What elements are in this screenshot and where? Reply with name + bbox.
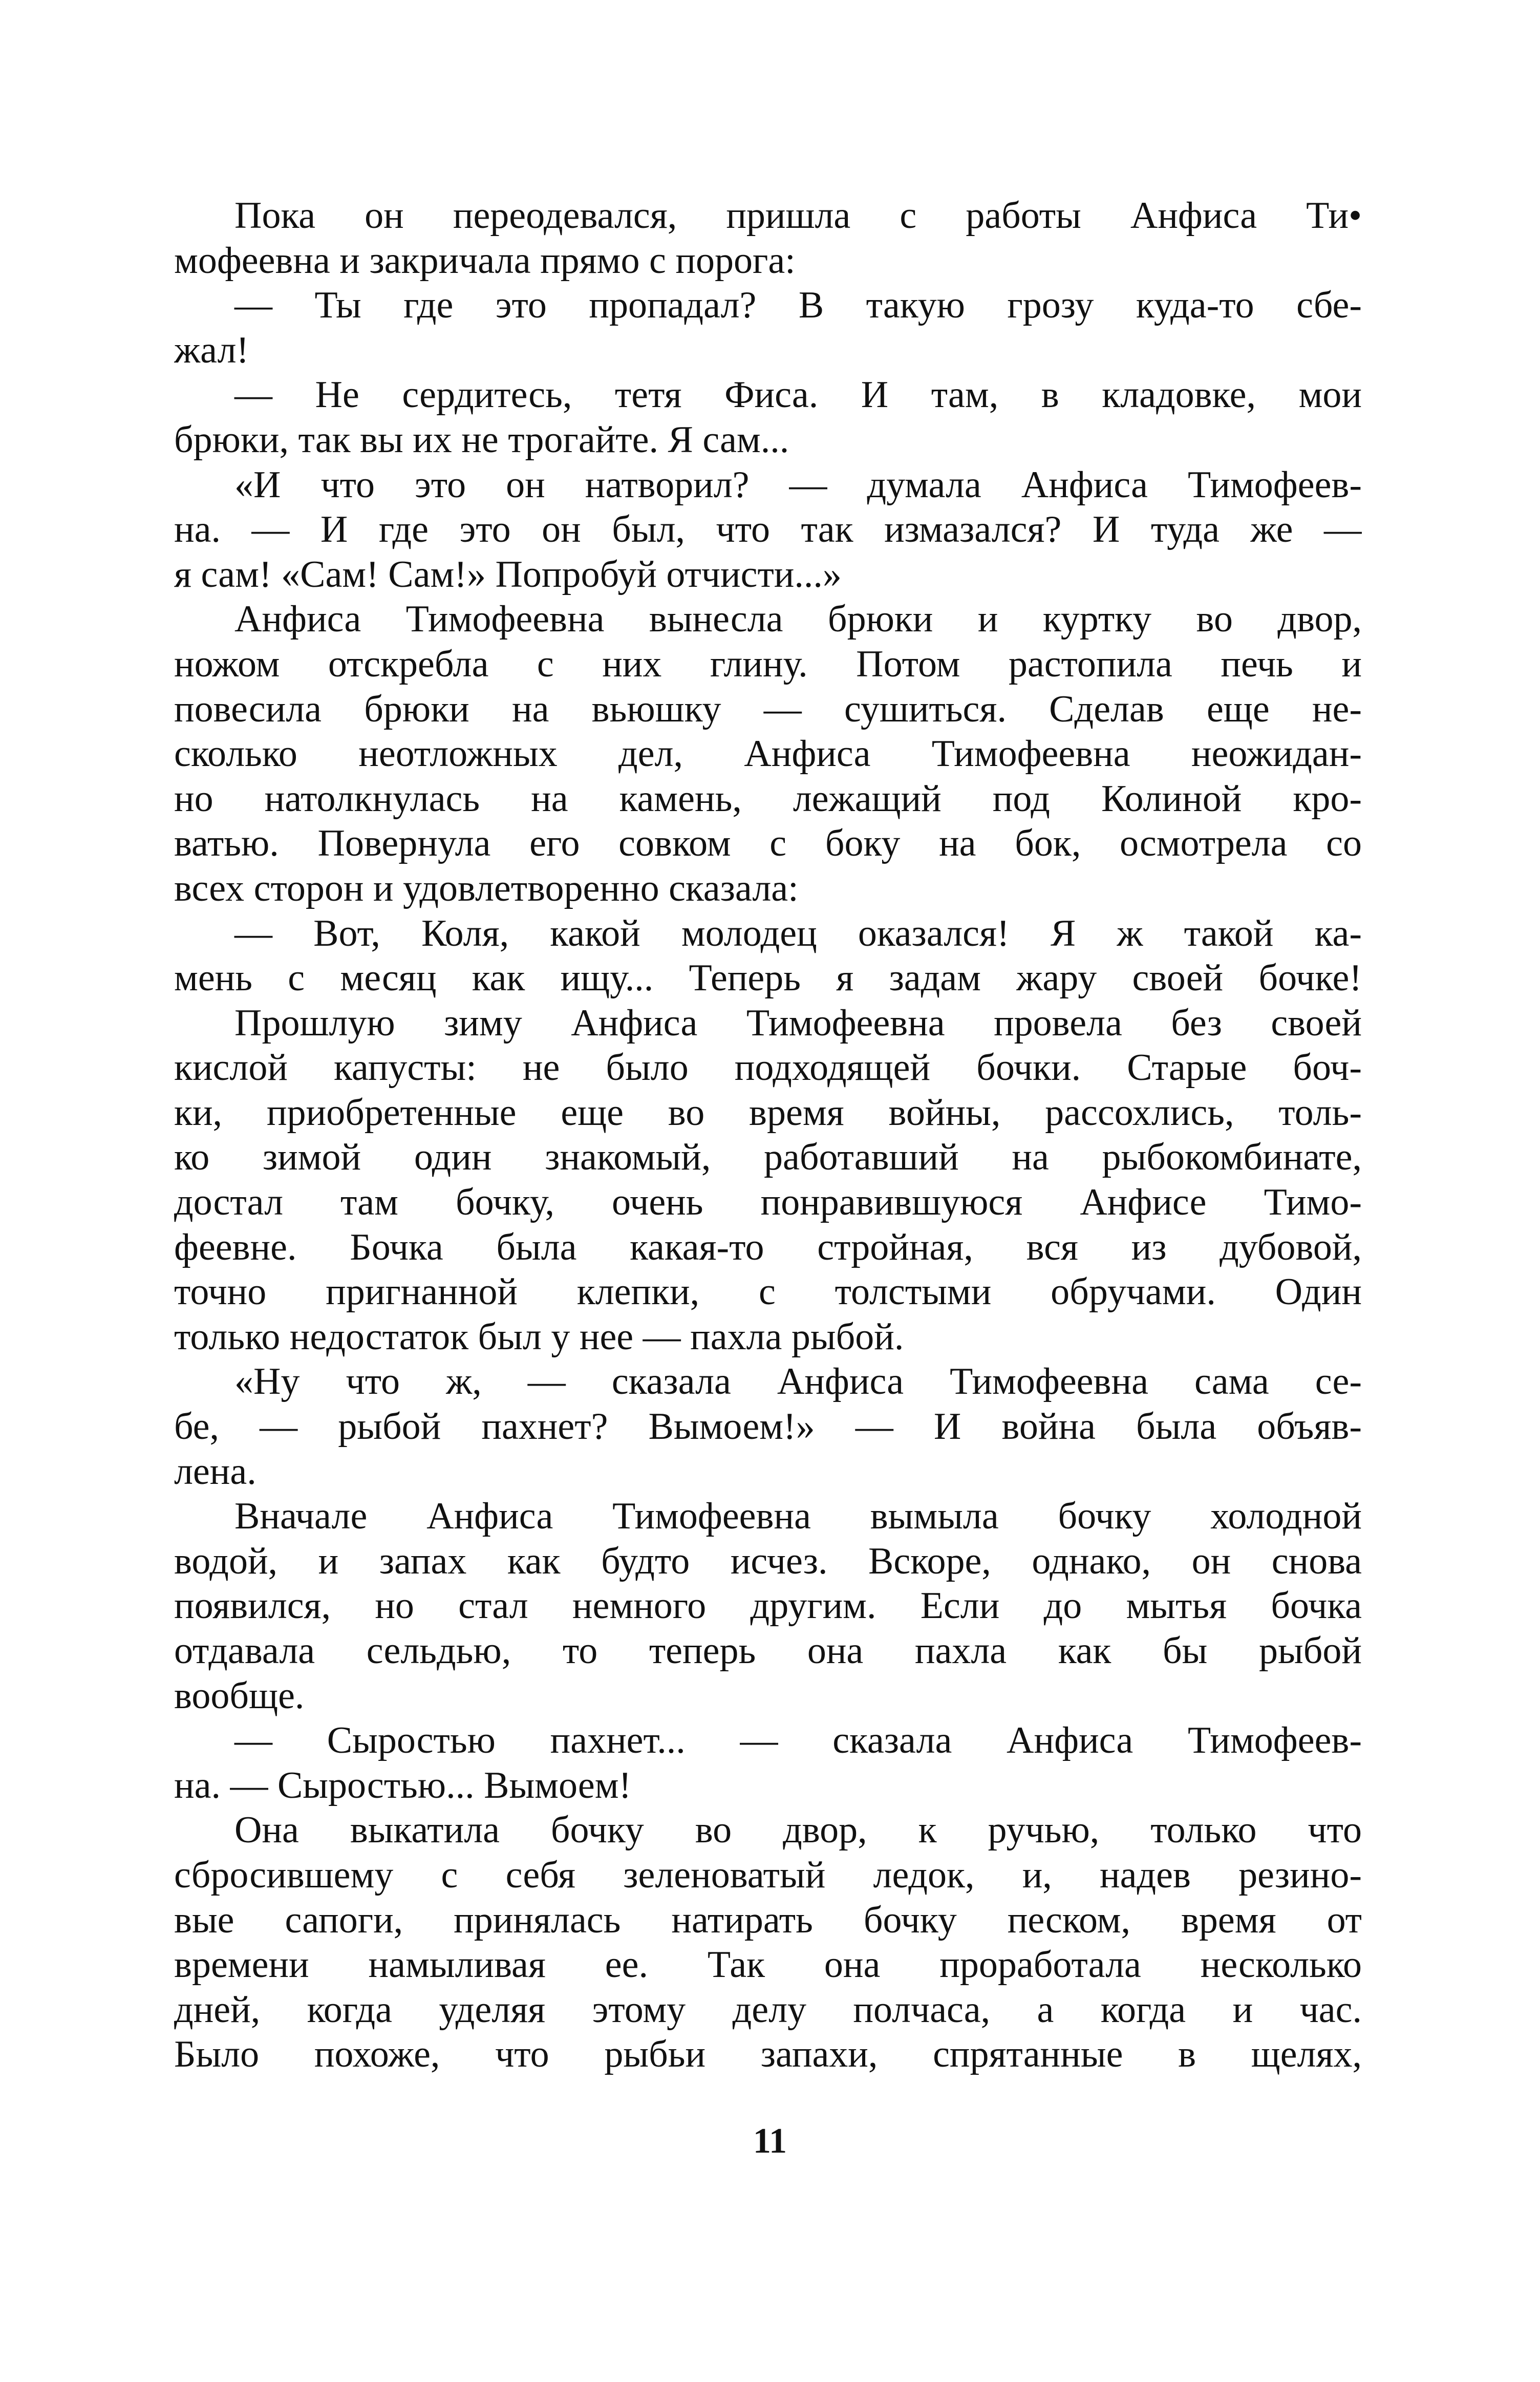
text-line: феевне. Бочка была какая-то стройная, вся из дубовой, bbox=[174, 1226, 1362, 1268]
text-line: появился, но стал немного другим. Если до мытья бочка bbox=[174, 1585, 1362, 1627]
text-line: «И что это он натворил? — думала Анфиса Тимофеев- bbox=[234, 463, 1362, 506]
body-text bbox=[174, 194, 1362, 2077]
text-line: сбросившему с себя зеленоватый ледок, и, надев резино- bbox=[174, 1854, 1362, 1896]
text-line: всех сторон и удовлетворенно сказала: bbox=[174, 867, 799, 909]
text-line: кислой капусты: не было подходящей бочки. Старые боч- bbox=[174, 1047, 1362, 1089]
page-number: 11 bbox=[753, 2121, 787, 2161]
text-line: Она выкатила бочку во двор, к ручью, только что bbox=[234, 1809, 1362, 1852]
text-line: отдавала сельдью, то теперь она пахла как бы рыбой bbox=[174, 1630, 1362, 1672]
text-line: ватью. Повернула его совком с боку на бок, осмотрела со bbox=[174, 822, 1362, 865]
text-line: сколько неотложных дел, Анфиса Тимофеевна неожидан- bbox=[174, 733, 1362, 775]
text-line: на. — И где это он был, что так измазался? И туда же — bbox=[174, 508, 1362, 551]
text-line: ко зимой один знакомый, работавший на рыбокомбинате, bbox=[174, 1136, 1362, 1179]
text-line: времени намыливая ее. Так она проработала несколько bbox=[174, 1944, 1362, 1986]
text-line: — Сыростью пахнет... — сказала Анфиса Тимофеев- bbox=[234, 1719, 1362, 1762]
text-line: Вначале Анфиса Тимофеевна вымыла бочку холодной bbox=[234, 1495, 1362, 1538]
text-line: повесила брюки на вьюшку — сушиться. Сделав еще не- bbox=[174, 688, 1362, 730]
text-line: «Ну что ж, — сказала Анфиса Тимофеевна сама се- bbox=[234, 1360, 1362, 1403]
text-line: лена. bbox=[174, 1450, 256, 1493]
text-line: — Ты где это пропадал? В такую грозу куда-то сбе- bbox=[234, 284, 1362, 327]
text-line: вые сапоги, принялась натирать бочку песком, время от bbox=[174, 1899, 1362, 1941]
text-line: — Не сердитесь, тетя Фиса. И там, в кладовке, мои bbox=[234, 374, 1362, 416]
text-line: Было похоже, что рыбьи запахи, спрятанные в щелях, bbox=[174, 2033, 1362, 2076]
text-line: достал там бочку, очень понравившуюся Анфисе Тимо- bbox=[174, 1181, 1362, 1224]
text-line: ножом отскребла с них глину. Потом растопила печь и bbox=[174, 643, 1362, 685]
text-line: мень с месяц как ищу... Теперь я задам жару своей бочке! bbox=[174, 957, 1362, 999]
text-line: ки, приобретенные еще во время войны, рассохлись, толь- bbox=[174, 1091, 1362, 1134]
text-line: но натолкнулась на камень, лежащий под Колиной кро- bbox=[174, 777, 1362, 820]
text-line: брюки, так вы их не трогайте. Я сам... bbox=[174, 418, 789, 461]
text-line: я сам! «Сам! Сам!» Попробуй отчисти...» bbox=[174, 553, 842, 596]
text-line: на. — Сыростью... Вымоем! bbox=[174, 1764, 632, 1806]
text-line: Анфиса Тимофеевна вынесла брюки и куртку во двор, bbox=[234, 598, 1362, 641]
text-line: только недостаток был у нее — пахла рыбой. bbox=[174, 1315, 904, 1358]
text-line: мофеевна и закричала прямо с порога: bbox=[174, 239, 796, 282]
text-line: дней, когда уделяя этому делу полчаса, а когда и час. bbox=[174, 1988, 1362, 2031]
text-line: вообще. bbox=[174, 1674, 305, 1717]
text-line: — Вот, Коля, какой молодец оказался! Я ж такой ка- bbox=[234, 912, 1362, 954]
text-line: Прошлую зиму Анфиса Тимофеевна провела без своей bbox=[234, 1002, 1362, 1044]
text-line: Пока он переодевался, пришла с работы Анфиса Ти• bbox=[234, 195, 1362, 237]
text-line: бе, — рыбой пахнет? Вымоем!» — И война была объяв- bbox=[174, 1406, 1362, 1448]
text-line: точно пригнанной клепки, с толстыми обручами. Один bbox=[174, 1271, 1362, 1313]
text-line: водой, и запах как будто исчез. Вскоре, однако, он снова bbox=[174, 1540, 1362, 1582]
text-line: жал! bbox=[174, 329, 249, 371]
